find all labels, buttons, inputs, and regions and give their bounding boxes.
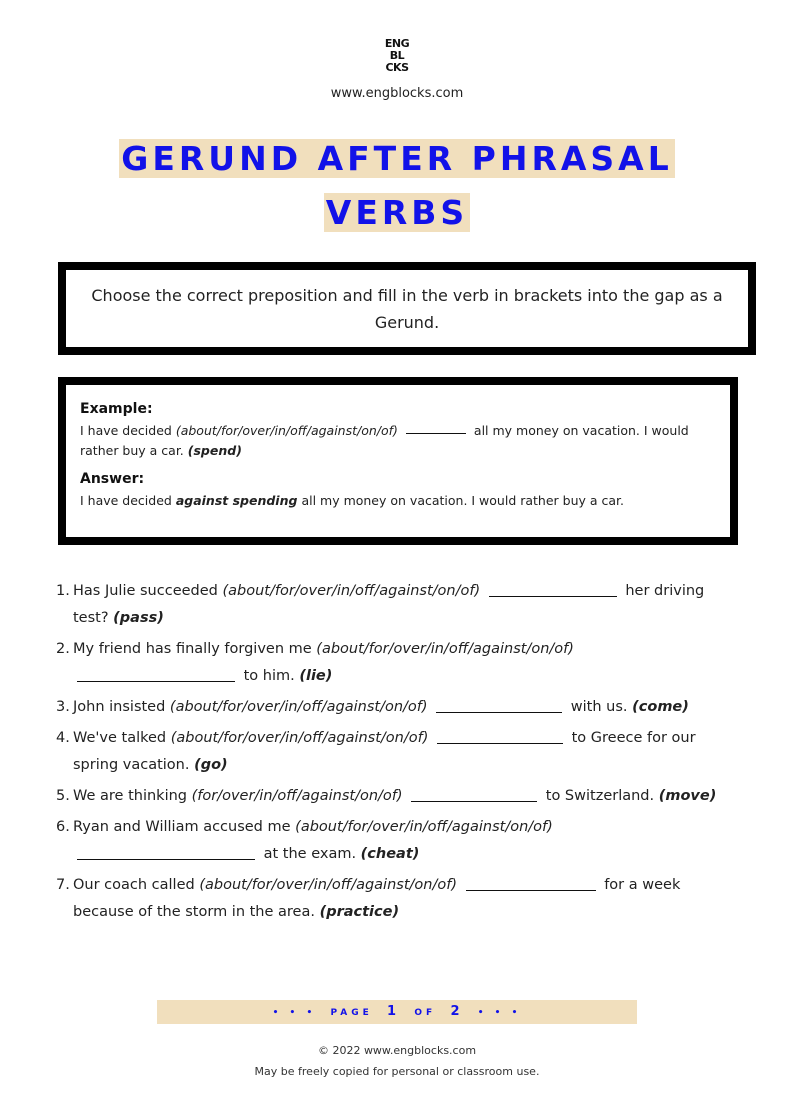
question-options: (about/for/over/in/off/against/on/of)	[199, 877, 457, 893]
logo-line-3: CKS	[385, 61, 409, 74]
pager-current: 1	[387, 1004, 401, 1019]
question-number: 3.	[56, 699, 70, 715]
question-number: 7.	[56, 877, 70, 893]
answer-label: Answer:	[80, 471, 145, 487]
question-after: to him.	[243, 668, 295, 684]
question-before: We are thinking	[73, 788, 187, 804]
question-item	[56, 814, 738, 868]
question-number: 6.	[56, 819, 70, 835]
question-item	[56, 578, 738, 632]
question-number: 4.	[56, 730, 70, 746]
question-item	[56, 725, 738, 779]
question-verb: (practice)	[319, 904, 400, 920]
question-item	[56, 636, 738, 690]
question-before: Ryan and William accused me	[73, 819, 291, 835]
answer-bold: against spending	[175, 493, 298, 508]
question-verb: (go)	[194, 757, 228, 773]
answer-gap[interactable]	[411, 787, 537, 802]
pager-dots-right: • • •	[477, 1008, 522, 1018]
instructions-text: Choose the correct preposition and fill in the verb in brackets into the gap as a Gerund.	[91, 285, 723, 332]
example-box	[58, 377, 738, 545]
question-before: Our coach called	[73, 877, 195, 893]
worksheet-title	[0, 132, 794, 240]
question-after: at the exam.	[263, 846, 357, 862]
example-verb: (spend)	[187, 443, 242, 458]
license-text: May be freely copied for personal or classroom use.	[254, 1065, 540, 1078]
question-options: (about/for/over/in/off/against/on/of)	[222, 583, 481, 599]
pager-page-word: PAGE	[330, 1008, 373, 1018]
question-after: for a week because of the storm in the area.	[73, 877, 681, 920]
example-label: Example:	[80, 401, 153, 417]
question-after: with us.	[570, 699, 628, 715]
answer-before: I have decided	[80, 493, 172, 508]
title-line-2: VERBS	[325, 193, 469, 232]
question-after: to Switzerland.	[545, 788, 655, 804]
pager-of-word: OF	[414, 1008, 437, 1018]
question-before: John insisted	[73, 699, 166, 715]
question-after: her driving test?	[73, 583, 705, 626]
question-options: (for/over/in/off/against/on/of)	[191, 788, 403, 804]
question-verb: (come)	[632, 699, 689, 715]
question-options: (about/for/over/in/off/against/on/of)	[170, 730, 429, 746]
answer-after: all my money on vacation. I would rather buy a car.	[301, 493, 625, 508]
pager-dots-left: • • •	[272, 1008, 317, 1018]
example-before: I have decided	[80, 423, 172, 438]
question-number: 1.	[56, 583, 70, 599]
answer-gap[interactable]	[437, 729, 563, 744]
question-options: (about/for/over/in/off/against/on/of)	[295, 819, 553, 835]
engblocks-logo	[0, 38, 794, 74]
answer-gap[interactable]	[77, 667, 235, 682]
question-options: (about/for/over/in/off/against/on/of)	[169, 699, 428, 715]
question-before: My friend has finally forgiven me	[73, 641, 312, 657]
title-line-1: GERUND AFTER PHRASAL	[121, 139, 673, 178]
question-after: to Greece for our spring vacation.	[73, 730, 696, 773]
example-options: (about/for/over/in/off/against/on/of)	[175, 423, 398, 438]
question-before: Has Julie succeeded	[73, 583, 218, 599]
question-verb: (move)	[658, 788, 717, 804]
example-sentence	[80, 421, 716, 461]
question-options: (about/for/over/in/off/against/on/of)	[316, 641, 574, 657]
answer-gap[interactable]	[489, 582, 617, 597]
answer-gap[interactable]	[436, 698, 562, 713]
question-item	[56, 694, 738, 721]
page-indicator	[157, 1000, 637, 1024]
question-item	[56, 783, 738, 810]
site-url[interactable]: www.engblocks.com	[330, 86, 464, 101]
question-list	[56, 578, 738, 930]
answer-gap[interactable]	[77, 845, 255, 860]
answer-gap[interactable]	[466, 876, 596, 891]
question-verb: (pass)	[113, 610, 164, 626]
copyright-text: © 2022 www.engblocks.com	[317, 1044, 477, 1057]
pager-total: 2	[450, 1004, 464, 1019]
question-number: 5.	[56, 788, 70, 804]
example-gap	[406, 433, 466, 434]
question-verb: (cheat)	[360, 846, 420, 862]
instructions-box	[58, 262, 756, 355]
question-number: 2.	[56, 641, 70, 657]
question-before: We've talked	[73, 730, 167, 746]
logo-line-1: ENG	[384, 37, 410, 50]
question-item	[56, 872, 738, 926]
answer-sentence	[80, 491, 716, 511]
question-verb: (lie)	[299, 668, 333, 684]
logo-line-2: BL	[389, 49, 405, 62]
example-after: all my money on vacation. I would rather buy a car.	[80, 423, 689, 458]
